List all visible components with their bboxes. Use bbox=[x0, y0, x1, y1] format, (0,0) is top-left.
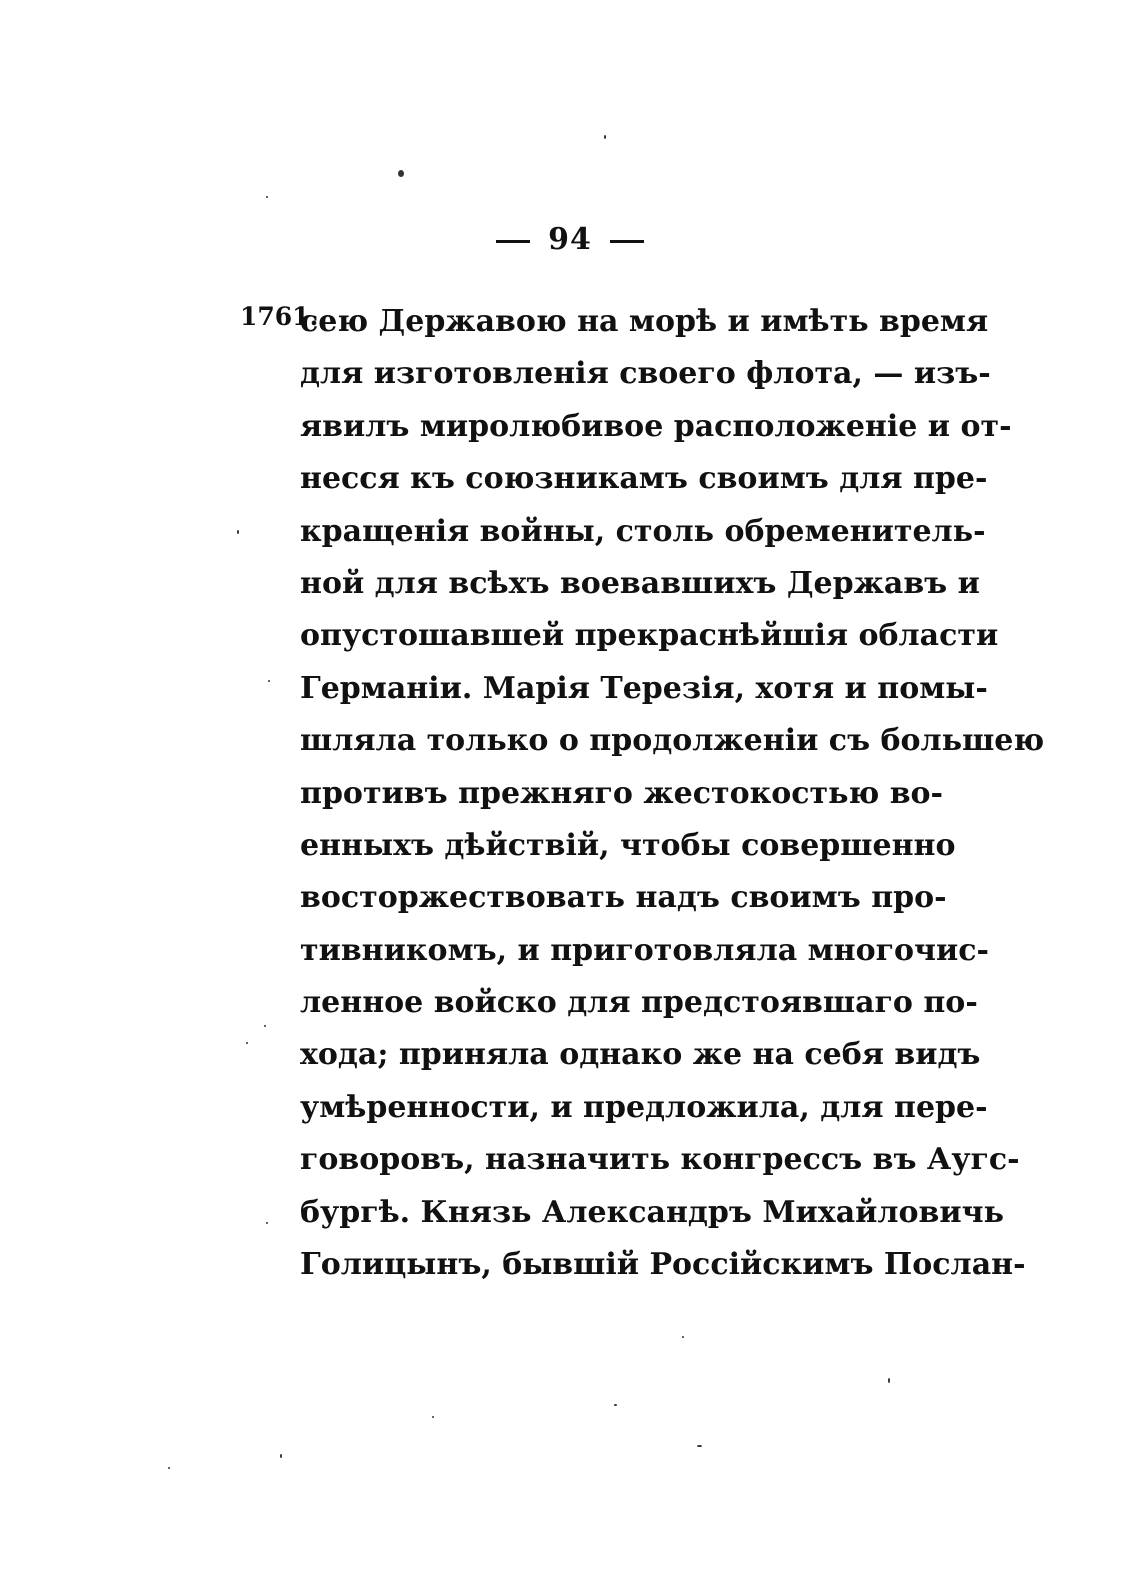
text-line: несся къ союзникамъ своимъ для пре- bbox=[300, 461, 988, 497]
scan-speck bbox=[266, 196, 268, 198]
text-line: Германіи. Марія Терезія, хотя и помы- bbox=[300, 670, 988, 706]
body-text bbox=[300, 296, 1045, 1291]
scan-speck bbox=[682, 1336, 684, 1338]
scan-speck bbox=[266, 1222, 268, 1224]
text-line: сею Державою на морѣ и имѣть время bbox=[300, 304, 989, 339]
text-line: для изготовленія своего флота, — изъ- bbox=[300, 356, 991, 392]
scan-speck bbox=[168, 1467, 170, 1469]
text-line: противъ прежняго жестокостью во- bbox=[300, 775, 944, 811]
text-line: кращенія войны, столь обременитель- bbox=[300, 513, 986, 549]
text-line: тивникомъ, и приготовляла многочис- bbox=[300, 932, 989, 968]
left-dash bbox=[496, 240, 530, 243]
page-number: 94 bbox=[548, 222, 592, 257]
text-line: бургѣ. Князь Александръ Михайловичь bbox=[300, 1194, 1004, 1230]
right-dash bbox=[610, 240, 644, 243]
scan-speck bbox=[264, 1025, 266, 1027]
text-line: опустошавшей прекраснѣйшія области bbox=[300, 618, 999, 654]
text-line: Голицынъ, бывшій Россійскимъ Послан- bbox=[300, 1247, 1026, 1283]
text-line: явилъ миролюбивое расположеніе и от- bbox=[300, 408, 1012, 444]
scan-speck bbox=[614, 1404, 617, 1406]
scan-speck bbox=[888, 1378, 890, 1383]
text-line: шляла только о продолженіи съ большею bbox=[300, 723, 1045, 759]
scan-speck bbox=[398, 170, 404, 177]
scan-speck bbox=[237, 530, 239, 534]
page-number-header bbox=[0, 222, 1140, 257]
scan-speck bbox=[268, 680, 270, 682]
text-line: восторжествовать надъ своимъ про- bbox=[300, 880, 947, 916]
scan-speck bbox=[280, 1454, 282, 1458]
text-line: хода; приняла однако же на себя видъ bbox=[300, 1037, 981, 1073]
scan-speck bbox=[246, 1042, 248, 1044]
text-line: ленное войско для предстоявшаго по- bbox=[300, 985, 978, 1021]
text-line: ной для всѣхъ воевавшихъ Державъ и bbox=[300, 565, 980, 601]
scan-speck bbox=[697, 1445, 702, 1447]
text-line: енныхъ дѣйствій, чтобы совершенно bbox=[300, 827, 956, 863]
scan-speck bbox=[432, 1416, 434, 1418]
text-line: умѣренности, и предложила, для пере- bbox=[300, 1089, 988, 1125]
margin-year: 1761. bbox=[240, 302, 319, 331]
text-line: говоровъ, назначить конгрессъ въ Аугс- bbox=[300, 1142, 1020, 1178]
scan-speck bbox=[604, 135, 606, 139]
